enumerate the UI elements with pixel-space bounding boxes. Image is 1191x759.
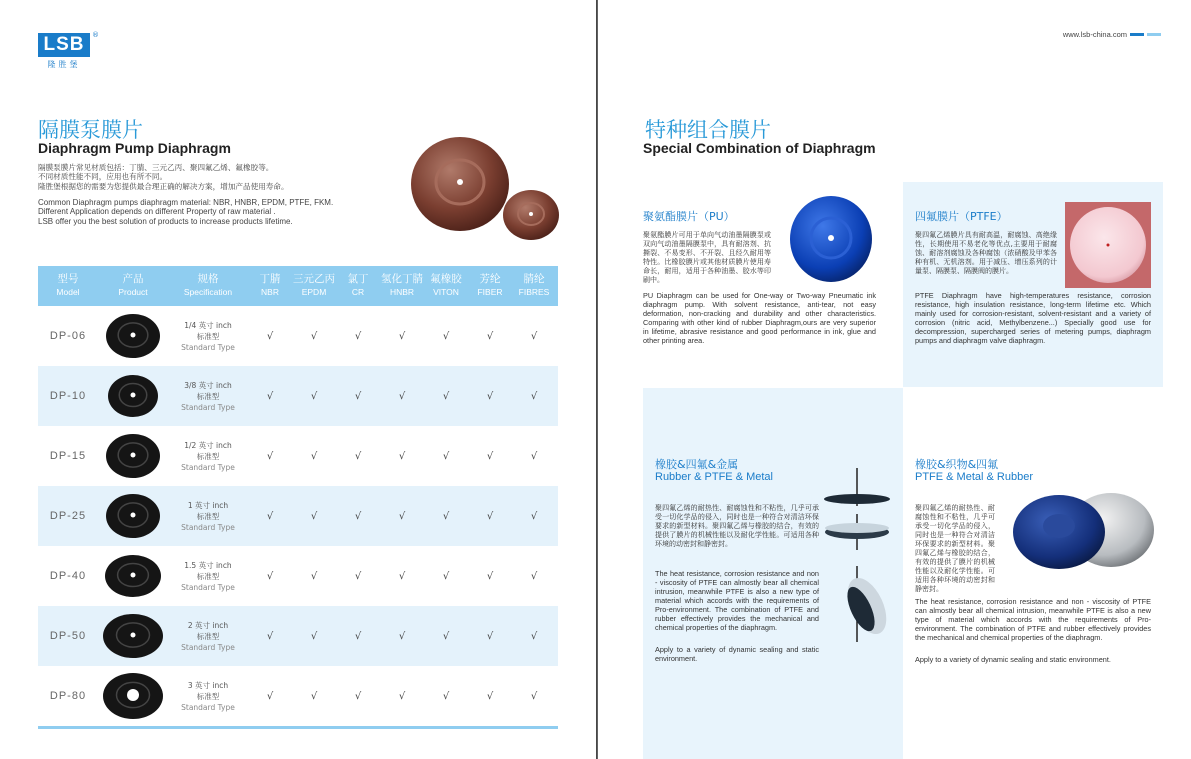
row-spec-size: 1 英寸 inch: [187, 500, 229, 510]
pink-ptfe-diaphragm-image: [1065, 202, 1151, 288]
row-model: DP-15: [49, 450, 87, 462]
row-material-check: √: [442, 330, 450, 342]
header-hnbr: 氢化丁腈 HNBR: [381, 273, 423, 297]
row-spec-type-cn: 标准型: [196, 511, 220, 521]
fabric-title-cn: 橡胶&织物&四氟: [915, 458, 999, 471]
logo-mark: LSB: [38, 33, 90, 57]
row-spec-type-en: Standard Type: [181, 462, 235, 472]
intro-cn-line: 不同材质性能不同，应用也有所不同。: [38, 172, 168, 182]
row-spec-type-en: Standard Type: [181, 642, 235, 652]
header-nbr: 丁腈 NBR: [259, 273, 281, 297]
rubber-title-cn: 橡胶&四氟&金属: [655, 458, 739, 471]
row-product-image: [98, 430, 168, 482]
rubber-text-en: The heat resistance, corrosion resistance and non - viscosity of PTFE can almostly bear all chemical intrusion, meanwhile PTFE is also a new type of material which accords with the requirements of Pro-environment. The combination of PTFE and rubber effectively provides the mechanical and chemical properties of the diaphragm.: [655, 569, 819, 632]
row-material-check: √: [486, 450, 494, 462]
header-spec: 规格 Specification: [183, 273, 233, 297]
row-spec-size: 3/8 英寸 inch: [184, 380, 232, 390]
lsb-logo: [38, 31, 99, 70]
table-row: [38, 426, 558, 486]
row-material-check: √: [266, 690, 274, 702]
row-material-check: √: [398, 510, 406, 522]
row-material-check: √: [530, 570, 538, 582]
row-spec-size: 2 英寸 inch: [187, 620, 229, 630]
row-material-check: √: [486, 510, 494, 522]
intro-en-line: Different Application depends on different Property of raw material .: [38, 207, 276, 217]
black-diaphragm-image: [101, 670, 165, 722]
row-material-check: √: [266, 330, 274, 342]
row-material-check: √: [530, 330, 538, 342]
website-bar: [1147, 33, 1161, 36]
header-fiber: 芳纶 FIBER: [477, 273, 503, 297]
row-material-check: √: [310, 450, 318, 462]
pu-panel: [643, 182, 903, 382]
row-spec-type-cn: 标准型: [196, 391, 220, 401]
row-model: DP-40: [49, 570, 87, 582]
logo-registered: ®: [92, 31, 99, 39]
intro-cn-line: 隆胜堡根据您的需要为您提供最合理正确的解决方案，增加产品使用寿命。: [38, 181, 289, 191]
row-material-check: √: [442, 390, 450, 402]
row-material-check: √: [398, 690, 406, 702]
row-material-check: √: [354, 630, 362, 642]
row-material-check: √: [442, 450, 450, 462]
table-body: [38, 306, 558, 726]
row-product-image: [98, 670, 168, 722]
right-title-cn: 特种组合膜片: [645, 118, 771, 142]
row-product-image: [98, 490, 168, 542]
pu-text-cn: 聚氨酯膜片可用于单向气动油墨隔膜泵或双向气动油墨隔膜泵中，具有耐溶剂、抗撕裂、不易变形、不开裂、且经久耐用等特性。比橡胶膜片或其他材质膜片使用寿命长，耐用，适用于各种油墨、胶水等印刷中。: [643, 231, 771, 284]
row-material-check: √: [530, 510, 538, 522]
row-material-check: √: [398, 450, 406, 462]
table-row: [38, 606, 558, 666]
table-row: [38, 306, 558, 366]
row-material-check: √: [442, 570, 450, 582]
row-spec-type-cn: 标准型: [196, 691, 220, 701]
row-spec: [168, 680, 248, 713]
row-material-check: √: [442, 690, 450, 702]
metal-diaphragm-image: [821, 466, 893, 644]
row-material-check: √: [310, 570, 318, 582]
table-bottom-rule: [38, 726, 558, 729]
row-material-check: √: [266, 510, 274, 522]
ptfe-title: 四氟膜片（PTFE）: [915, 210, 1008, 223]
row-spec-type-en: Standard Type: [181, 402, 235, 412]
row-spec-size: 1/2 英寸 inch: [184, 440, 232, 450]
intro-cn: [38, 163, 398, 191]
row-spec: [168, 320, 248, 353]
row-spec: [168, 440, 248, 473]
rubber-text-en2: Apply to a variety of dynamic sealing and static environment.: [655, 645, 819, 663]
row-material-check: √: [354, 450, 362, 462]
right-title-en: Special Combination of Diaphragm: [643, 140, 876, 156]
row-material-check: √: [486, 690, 494, 702]
table-row: [38, 546, 558, 606]
website-url: www.lsb-china.com: [1062, 30, 1127, 39]
table-row: [38, 666, 558, 726]
row-material-check: √: [530, 630, 538, 642]
row-material-check: √: [310, 630, 318, 642]
fabric-text-en: The heat resistance, corrosion resistance and non - viscosity of PTFE can almostly bear all chemical intrusion, meanwhile PTFE is also a new type of material which accords with the requirements of Pro-environment. The combination of PTFE and rubber effectively provides the mechanical and chemical properties of the diaphragm.: [915, 597, 1151, 642]
website-bar: [1130, 33, 1144, 36]
row-material-check: √: [530, 390, 538, 402]
row-material-check: √: [266, 630, 274, 642]
row-spec: [168, 500, 248, 533]
brown-diaphragm-image: [405, 132, 565, 242]
row-product-image: [98, 610, 168, 662]
rubber-ptfe-metal-panel: [643, 388, 903, 759]
row-material-check: √: [530, 450, 538, 462]
row-material-check: √: [354, 390, 362, 402]
row-spec-type-en: Standard Type: [181, 702, 235, 712]
rubber-title-en: Rubber & PTFE & Metal: [655, 471, 773, 483]
row-material-check: √: [354, 510, 362, 522]
pu-text-en: PU Diaphragm can be used for One-way or Two-way Pneumatic ink diaphragm pump. With solvent resistance, anti-tear, not easy deformation, non-cracking and durability and other characteristics. Comparing with other kind of rubber Diaphragm,ours are very superior in lifetime, abrasive resistance and good performance in ink, glue and other printing area.: [643, 291, 876, 345]
row-material-check: √: [354, 690, 362, 702]
row-material-check: √: [354, 570, 362, 582]
fabric-text-en2: Apply to a variety of dynamic sealing and static environment.: [915, 655, 1111, 664]
row-model: DP-50: [49, 630, 87, 642]
row-spec-size: 1/4 英寸 inch: [184, 320, 232, 330]
table-row: [38, 486, 558, 546]
black-diaphragm-image: [101, 490, 165, 542]
fabric-title-en: PTFE & Metal & Rubber: [915, 471, 1033, 483]
row-spec-type-cn: 标准型: [196, 631, 220, 641]
row-spec-type-cn: 标准型: [196, 571, 220, 581]
row-product-image: [98, 310, 168, 362]
ptfe-text-cn: 聚四氟乙烯膜片具有耐高温，耐腐蚀、高绝缘性，长期使用不易老化等优点,主要用于耐腐蚀、耐溶剂腐蚀及各种腐蚀（浓硝酸及甲苯各种有机、无机溶剂。用于减压、增压系列的计量泵、隔膜泵、隔膜阀的膜片。: [915, 231, 1057, 275]
row-model: DP-10: [49, 390, 87, 402]
row-spec-type-en: Standard Type: [181, 342, 235, 352]
blue-silver-diaphragm-image: [1011, 490, 1157, 570]
row-material-check: √: [398, 330, 406, 342]
intro-cn-line: 隔膜泵膜片常见材质包括：丁腈、三元乙丙、聚四氟乙烯、氟橡胶等。: [38, 163, 274, 172]
black-diaphragm-image: [101, 430, 165, 482]
intro-en-line: LSB offer you the best solution of products to increase products lifetime.: [38, 216, 293, 226]
row-material-check: √: [398, 390, 406, 402]
row-product-image: [98, 550, 168, 602]
row-material-check: √: [398, 630, 406, 642]
row-spec-type-cn: 标准型: [196, 331, 220, 341]
row-material-check: √: [486, 390, 494, 402]
row-model: DP-06: [49, 330, 87, 342]
row-material-check: √: [530, 690, 538, 702]
header-product: 产品 Product: [118, 273, 148, 297]
row-material-check: √: [310, 690, 318, 702]
row-material-check: √: [486, 630, 494, 642]
row-material-check: √: [442, 630, 450, 642]
row-model: DP-80: [49, 690, 87, 702]
row-model: DP-25: [49, 510, 87, 522]
row-material-check: √: [266, 570, 274, 582]
row-material-check: √: [486, 330, 494, 342]
table-row: [38, 366, 558, 426]
rubber-text-cn: 聚四氟乙烯的耐热性、耐腐蚀性和不粘性，几乎可承受一切化学品的侵入，同时也是一种符合对清洁环保要求的新型材料。聚四氟乙烯与橡胶的结合，有效的提供了膜片的机械性能以及耐化学性能。可适用各种环境的动密封和静密封。: [655, 504, 819, 548]
row-spec-type-en: Standard Type: [181, 522, 235, 532]
row-material-check: √: [266, 390, 274, 402]
header-fibres: 腈纶 FIBRES: [518, 273, 550, 297]
header-epdm: 三元乙丙 EPDM: [293, 273, 335, 297]
ptfe-panel: [903, 182, 1163, 387]
row-spec: [168, 380, 248, 413]
row-spec-type-cn: 标准型: [196, 451, 220, 461]
intro-en-line: Common Diaphragm pumps diaphragm material: NBR, HNBR, EPDM, PTFE, FKM.: [38, 198, 334, 207]
black-diaphragm-image: [101, 370, 165, 422]
header-viton: 氟橡胶 VITON: [430, 273, 462, 297]
row-spec-size: 3 英寸 inch: [187, 680, 229, 690]
ptfe-metal-rubber-panel: [903, 388, 1163, 759]
row-spec-size: 1.5 英寸 inch: [184, 560, 232, 570]
diaphragm-spec-table: [38, 266, 558, 729]
left-title-cn: 隔膜泵膜片: [38, 118, 143, 142]
logo-cn-name: 隆胜堡: [47, 60, 81, 69]
left-title-en: Diaphragm Pump Diaphragm: [38, 140, 231, 156]
intro-en: [38, 198, 398, 226]
row-material-check: √: [310, 510, 318, 522]
row-material-check: √: [310, 390, 318, 402]
website: [1063, 30, 1161, 39]
pu-title: 聚氨酯膜片（PU）: [643, 210, 735, 223]
fabric-text-cn: 聚四氟乙烯的耐热性、耐腐蚀性和不粘性，几乎可承受一切化学品的侵入，同时也是一种符合对清洁环保要求的新型材料。聚四氟乙烯与橡胶的结合，有效的提供了膜片的机械性能以及耐化学性能。可适用各种环境的动密封和静密封。: [915, 504, 995, 593]
right-page: [598, 0, 1191, 759]
row-spec: [168, 620, 248, 653]
ptfe-text-en: PTFE Diaphragm have high-temperatures resistance, corrosion resistance, high insulation resistance, long-term lifetime etc. Which mainly used for corrosion-resistant, solvent-resistant and a variety of corrosion (nitric acid, Methylbenzene...) Specially good use for decompression, supercharged series of metering pumps, diaphragm pumps and diaphragm valve diaphragm.: [915, 291, 1151, 345]
header-model: 型号 Model: [56, 273, 80, 297]
table-header: [38, 266, 558, 306]
row-material-check: √: [354, 330, 362, 342]
row-material-check: √: [266, 450, 274, 462]
row-material-check: √: [486, 570, 494, 582]
row-material-check: √: [398, 570, 406, 582]
row-product-image: [98, 370, 168, 422]
header-cr: 氯丁 CR: [347, 273, 369, 297]
black-diaphragm-image: [101, 550, 165, 602]
row-spec: [168, 560, 248, 593]
black-diaphragm-image: [101, 610, 165, 662]
row-spec-type-en: Standard Type: [181, 582, 235, 592]
blue-pu-diaphragm-image: [788, 194, 878, 284]
black-diaphragm-image: [101, 310, 165, 362]
row-material-check: √: [442, 510, 450, 522]
row-material-check: √: [310, 330, 318, 342]
